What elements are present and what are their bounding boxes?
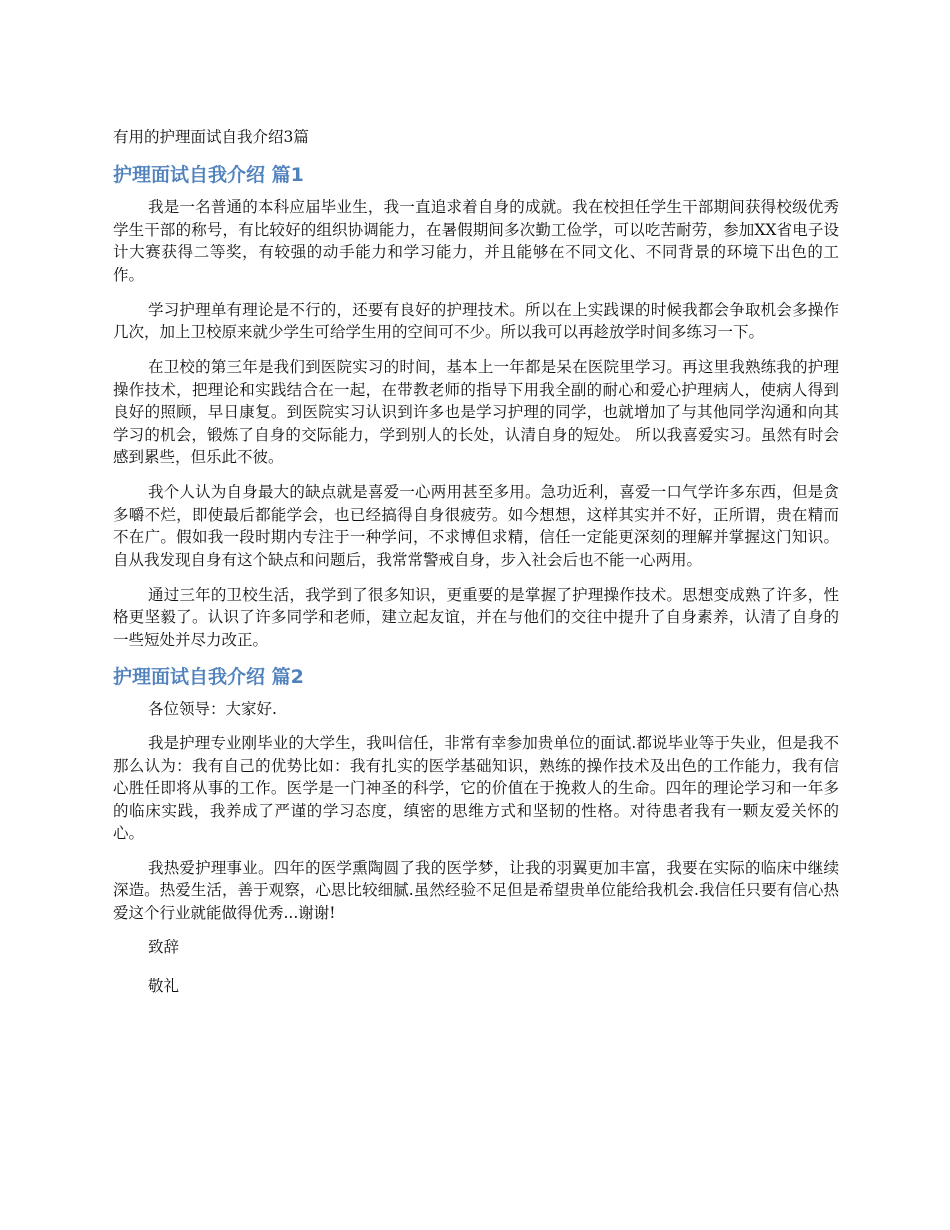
paragraph: 我个人认为自身最大的缺点就是喜爱一心两用甚至多用。急功近利，喜爱一口气学许多东西，但是贪多嚼不烂，即使最后都能学会，也已经搞得自身很疲劳。如今想想，这样其实并不好，正所谓，贵在精而不在广。假如我一段时期内专注于一种学问，不求博但求精，信任一定能更深刻的理解并掌握这门知识。自从我发现自身有这个缺点和问题后，我常常警戒自身，步入社会后也不能一心两用。: [113, 483, 839, 569]
section-1: [113, 162, 839, 651]
paragraph: 通过三年的卫校生活，我学到了很多知识，更重要的是掌握了护理操作技术。思想变成熟了许多，性格更坚毅了。认识了许多同学和老师，建立起友谊，并在与他们的交往中提升了自身素养，认清了自身的一些短处并尽力改正。: [113, 585, 839, 649]
paragraph: 各位领导：大家好.: [148, 699, 277, 718]
section-heading: 护理面试自我介绍 篇1: [113, 164, 304, 186]
paragraph: 我是护理专业刚毕业的大学生，我叫信任，非常有幸参加贵单位的面试.都说毕业等于失业，但是我不那么认为：我有自己的优势比如：我有扎实的医学基础知识，熟练的操作技术及出色的工作能力，我有信心胜任即将从事的工作。医学是一门神圣的科学，它的价值在于挽救人的生命。四年的理论学习和一年多的临床实践，我养成了严谨的学习态度，缜密的思维方式和坚韧的性格。对待患者我有一颗友爱关怀的心。: [113, 734, 839, 842]
paragraph: 在卫校的第三年是我们到医院实习的时间，基本上一年都是呆在医院里学习。再这里我熟练我的护理操作技术，把理论和实践结合在一起，在带教老师的指导下用我全副的耐心和爱心护理病人，使病人得到良好的照顾，早日康复。到医院实习认识到许多也是学习护理的同学，也就增加了与其他同学沟通和向其学习的机会，锻炼了自身的交际能力，学到别人的长处，认清自身的短处。 所以我喜爱实习。虽然有时会感到累些，但乐此不彼。: [113, 358, 839, 466]
paragraph: 我热爱护理事业。四年的医学熏陶圆了我的医学梦，让我的羽翼更加丰富，我要在实际的临床中继续深造。热爱生活，善于观察，心思比较细腻.虽然经验不足但是希望贵单位能给我机会.我信任只要有信心热爱这个行业就能做得优秀...谢谢!: [113, 858, 839, 922]
document-title: 有用的护理面试自我介绍3篇: [113, 128, 309, 146]
closing-line: 敬礼: [148, 976, 180, 995]
section-2: [113, 664, 839, 998]
document-page: [113, 126, 839, 1013]
paragraph: 学习护理单有理论是不行的，还要有良好的护理技术。所以在上实践课的时候我都会争取机会多操作几次，加上卫校原来就少学生可给学生用的空间可不少。所以我可以再趁放学时间多练习一下。: [113, 300, 839, 341]
closing-line: 致辞: [148, 938, 180, 956]
section-heading: 护理面试自我介绍 篇2: [113, 665, 304, 688]
paragraph: 我是一名普通的本科应届毕业生，我一直追求着自身的成就。我在校担任学生干部期间获得校级优秀学生干部的称号，有比较好的组织协调能力，在暑假期间多次勤工俭学，可以吃苦耐劳，参加XX省电子设计大赛获得二等奖，有较强的动手能力和学习能力，并且能够在不同文化、不同背景的环境下出色的工作。: [113, 198, 839, 284]
